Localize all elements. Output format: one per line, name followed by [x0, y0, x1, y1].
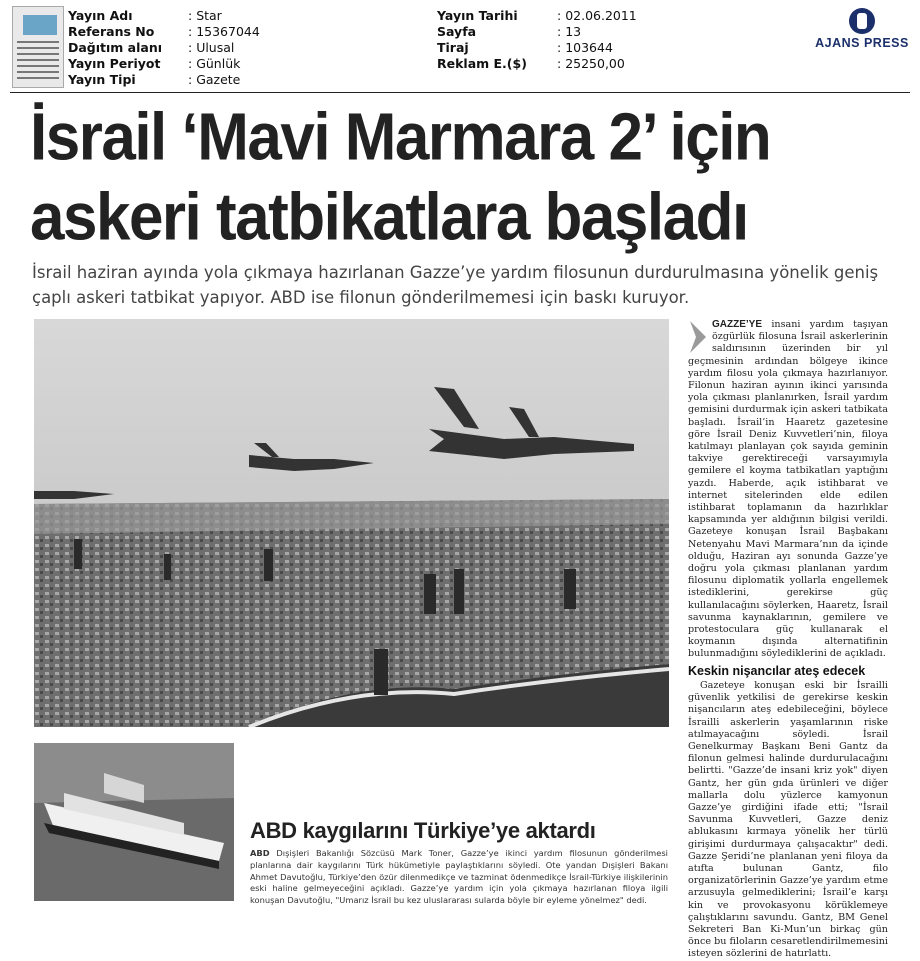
- headline: İsrail ‘Mavi Marmara 2’ için askeri tatbikatlara başladı: [30, 100, 771, 255]
- meta-row: [68, 8, 260, 24]
- meta-colon: :: [557, 8, 566, 23]
- logo-text: AJANS PRESS: [815, 36, 909, 50]
- meta-right: [437, 8, 637, 72]
- article-right-column: [688, 319, 888, 961]
- body-paragraph-1: [688, 319, 888, 661]
- main-photo: [34, 319, 669, 727]
- meta-key: Yayın Tarihi: [437, 8, 518, 23]
- meta-value: 02.06.2011: [565, 8, 637, 23]
- meta-row: [68, 24, 260, 40]
- meta-colon: :: [188, 56, 197, 71]
- body3-keyword: ABD: [250, 848, 270, 858]
- meta-colon: :: [188, 24, 197, 39]
- meta-value: 15367044: [196, 24, 260, 39]
- meta-key: Yayın Adı: [68, 8, 133, 23]
- meta-row: [68, 40, 260, 56]
- meta-key: Tiraj: [437, 40, 469, 55]
- meta-row: [68, 56, 260, 72]
- meta-value: Gazete: [196, 72, 241, 87]
- meta-key: Dağıtım alanı: [68, 40, 163, 55]
- body-text-3: Dışişleri Bakanlığı Sözcüsü Mark Toner, Gazze’ye ikinci yardım filosunun gönderilmesi planlarına dair kaygılarını Türk hükümetiyle paylaştıklarını söyledi. Ote yandan Dışişleri Bakanı Ahmet Davutoğlu, Türkiye’den özür dilenmedikçe ve tazminat ödenmedikçe İsrail-Türkiye ilişkilerinin eski haline gelmeyeceğini açıkladı. Gazze’ye yardım için yola çıkmaya hazırlanan filoya ilgili konuşan Davutoğlu, "Umarız İsrail bu kez uluslararası sularda böyle bir eyleme yönelmez" dedi.: [250, 848, 668, 906]
- meta-value: 103644: [565, 40, 613, 55]
- subhead-snipers: Keskin nişancılar ateş edecek: [688, 663, 866, 678]
- meta-value: 25250,00: [565, 56, 625, 71]
- meta-row: [437, 40, 637, 56]
- meta-colon: :: [188, 40, 197, 55]
- body-text-1: insani yardım taşıyan özgürlük filosuna İsrail askerlerinin saldırısının üzerinden bir yıl geçmesinin ardından bölgeye ikince yardım filosu yola çıkmaya hazırlanıyor. Filonun haziran ayının ikinci yarısında yola çıkması planlanırken, İsrail yardım gemisini durdurmak için askeri tatbikata başladı. İsrail’in Haaretz gazetesine göre İsrail Deniz Kuvvetleri’nin, filoya katılmayı planlayan çok sayıda geminin takviye gerektireceği varsayımıyla gemilere el koyma tatbikatları yaptığını yazdı. Haberde, açık istihbarat ve internet sitelerinden elde edilen istihbarat toplamanın da hazırlıklar kapsamında yer aldığının bilgisi verildi. Gazeteye konuşan İsrail Başbakanı Netenyahu Mavi Marmara’nın da içinde olduğu, Haziran ayı sonunda Gazze’ye doğru yola çıkması planlanan yardım filosunu diplomatik yollarla engellemek istediklerini, gerekirse güç kullanılacağını söylerken, Haaretz, İsrail savunma kaynaklarının, gemilere ve protestoculara güç kullanarak el koymanın dışında alternatifinin bulunmadığını söylediklerini de açıkladı.: [688, 319, 888, 660]
- meta-row: [437, 8, 637, 24]
- meta-key: Yayın Tipi: [68, 72, 136, 87]
- subhead-abd: ABD kaygılarını Türkiye’ye aktardı: [250, 818, 596, 843]
- meta-row: [68, 72, 260, 88]
- meta-value: Ulusal: [196, 40, 235, 55]
- meta-row: [437, 24, 637, 40]
- meta-row: [437, 56, 637, 72]
- meta-colon: :: [188, 8, 197, 23]
- meta-key: Referans No: [68, 24, 155, 39]
- ajans-press-logo-icon: [849, 8, 875, 34]
- chevron-right-icon: [688, 319, 708, 355]
- body-paragraph-3: [250, 848, 668, 907]
- meta-key: Reklam E.($): [437, 56, 527, 71]
- lead-keyword: GAZZE’YE: [712, 319, 763, 330]
- meta-colon: :: [557, 40, 566, 55]
- meta-key: Sayfa: [437, 24, 477, 39]
- meta-colon: :: [557, 24, 566, 39]
- ship-photo: [34, 743, 234, 901]
- meta-value: 13: [565, 24, 582, 39]
- meta-colon: :: [557, 56, 566, 71]
- meta-key: Yayın Periyot: [68, 56, 161, 71]
- meta-left: [68, 8, 260, 88]
- meta-value: Star: [196, 8, 222, 23]
- clipping-thumbnail: [12, 6, 64, 88]
- meta-colon: :: [188, 72, 197, 87]
- ajans-press-logo: [812, 8, 912, 50]
- header-divider: [10, 92, 910, 93]
- spot-text: İsrail haziran ayında yola çıkmaya hazırlanan Gazze’ye yardım filosunun durdurulmasına yönelik geniş çaplı askeri tatbikat yapıyor. ABD ise filonun gönderilmemesi için baskı kuruyor.: [32, 263, 879, 307]
- body-paragraph-2: Gazeteye konuşan eski bir İsrailli güvenlik yetkilisi de gerekirse keskin nişancıların ateş edebileceğini, böylece İsrailli askerlerin yaşamlarının riske atılmayacağını söyledi. İsrail Genelkurmay Başkanı Beni Gantz da filonun gelmesi halinde durdurulacağını belirtti. "Gazze’de insani kriz yok" diyen Gantz, her gün gıda ürünleri ve diğer mallarla dolu yüzlerce kamyonun Gazze’ye girdiğini ifade etti; "İsrail Savunma Kuvvetleri, Gazze deniz ablukasını kırmaya yönelik her türlü girişimi durdurmaya çalışacaktır" dedi. Gazze Şeridi’ne planlanan yeni filoya da atıfta bulunan Gantz, filo organizatörlerinin Gazze’ye yardım etme arzusuyla gelmediklerini; İsrail’e karşı kin ve provokasyonu körüklemeye çalıştıklarını savundu. Gantz, BM Genel Sekreteri Ban Ki-Mun’un birkaç gün önce bu filoların cesaretlendirilmemesini isteyen sözlerini de hatırlattı.: [688, 679, 888, 960]
- meta-value: Günlük: [196, 56, 241, 71]
